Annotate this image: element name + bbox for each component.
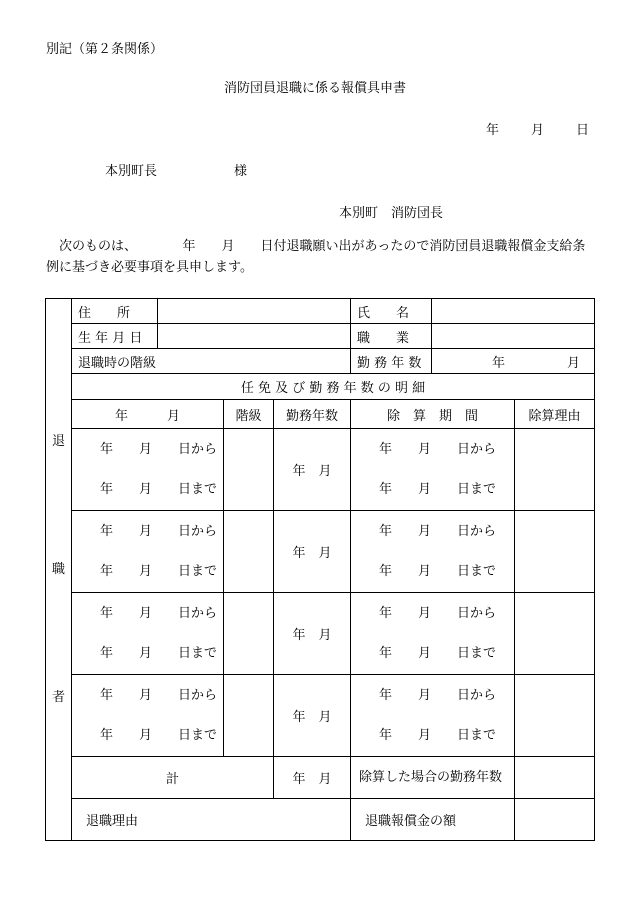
- name-field[interactable]: [432, 299, 595, 324]
- date-month: 月: [531, 123, 545, 138]
- service-period-1[interactable]: [72, 429, 224, 511]
- rank-field-4[interactable]: [224, 675, 274, 757]
- period-to: 年 月 日まで: [100, 563, 218, 579]
- deduct-from: 年 月 日から: [379, 523, 497, 539]
- date-day: 日: [576, 123, 590, 138]
- period-from: 年 月 日から: [100, 687, 218, 703]
- years-service-year-unit: 年: [492, 355, 506, 371]
- deduct-reason-2[interactable]: [515, 511, 595, 593]
- addressee-honorific: 様: [234, 164, 248, 179]
- date-line: [486, 119, 589, 138]
- deduct-from: 年 月 日から: [379, 441, 497, 457]
- period-to: 年 月 日まで: [100, 645, 218, 661]
- deduct-period-1[interactable]: [351, 429, 515, 511]
- name-label: 氏 名: [351, 299, 432, 324]
- col-header-deduct-period: 除 算 期 間: [351, 400, 515, 429]
- service-period-3[interactable]: [72, 593, 224, 675]
- service-period-2[interactable]: [72, 511, 224, 593]
- birth-label: 生 年 月 日: [72, 324, 158, 349]
- body-text: 次のものは、 年 月 日付退職願い出があったので消防団員退職報償金支給条例に基づき必要事項を具申します。: [46, 239, 586, 275]
- period-from: 年 月 日から: [100, 523, 218, 539]
- col-header-deduct-reason: 除算理由: [515, 400, 595, 429]
- sender: 本別町 消防団長: [339, 206, 444, 221]
- rank-field-2[interactable]: [224, 511, 274, 593]
- addressee: 本別町長: [105, 164, 158, 179]
- total-value[interactable]: 年 月: [274, 757, 351, 799]
- service-period-4[interactable]: [72, 675, 224, 757]
- deduct-period-4[interactable]: [351, 675, 515, 757]
- rank-field-3[interactable]: [224, 593, 274, 675]
- col-header-service-years: 勤務年数: [274, 400, 351, 429]
- deduct-period-3[interactable]: [351, 593, 515, 675]
- side-char-3: 者: [51, 689, 65, 705]
- service-years-2[interactable]: 年 月: [274, 511, 351, 593]
- deduct-reason-4[interactable]: [515, 675, 595, 757]
- address-label: 住 所: [72, 299, 158, 324]
- deduct-period-2[interactable]: [351, 511, 515, 593]
- reward-amount-label: 退職報償金の額: [351, 799, 515, 841]
- period-to: 年 月 日まで: [100, 481, 218, 497]
- date-year: 年: [486, 123, 500, 138]
- total-label: 計: [72, 757, 274, 799]
- years-service-field[interactable]: [432, 349, 595, 374]
- deduct-to: 年 月 日まで: [379, 563, 497, 579]
- period-from: 年 月 日から: [100, 441, 218, 457]
- detail-header: 任 免 及 び 勤 務 年 数 の 明 細: [72, 374, 595, 400]
- deducted-years-label: 除算した場合の勤務年数: [351, 757, 515, 799]
- service-years-4[interactable]: 年 月: [274, 675, 351, 757]
- deducted-years-field[interactable]: [515, 757, 595, 799]
- retire-reason-label: 退職理由: [72, 799, 351, 841]
- deduct-to: 年 月 日まで: [379, 481, 497, 497]
- rank-at-retire-label: 退職時の階級: [72, 349, 351, 374]
- birth-field[interactable]: [158, 324, 351, 349]
- deduct-from: 年 月 日から: [379, 605, 497, 621]
- deduct-reason-3[interactable]: [515, 593, 595, 675]
- side-label-retiree: [46, 299, 72, 841]
- period-to: 年 月 日まで: [100, 727, 218, 743]
- service-years-3[interactable]: 年 月: [274, 593, 351, 675]
- address-field[interactable]: [158, 299, 351, 324]
- years-service-label: 勤 務 年 数: [351, 349, 432, 374]
- years-service-month-unit: 月: [567, 355, 581, 371]
- col-header-rank: 階級: [224, 400, 274, 429]
- header-reference: 別記（第２条関係）: [46, 42, 164, 57]
- document-title: 消防団員退職に係る報償具申書: [223, 81, 406, 96]
- side-char-1: 退: [51, 433, 65, 449]
- deduct-from: 年 月 日から: [379, 687, 497, 703]
- period-from: 年 月 日から: [100, 605, 218, 621]
- rank-field-1[interactable]: [224, 429, 274, 511]
- reward-amount-field[interactable]: [515, 799, 595, 841]
- occupation-field[interactable]: [432, 324, 595, 349]
- deduct-to: 年 月 日まで: [379, 727, 497, 743]
- deduct-to: 年 月 日まで: [379, 645, 497, 661]
- occupation-label: 職 業: [351, 324, 432, 349]
- col-header-year-month: 年 月: [72, 400, 224, 429]
- side-char-2: 職: [51, 561, 65, 577]
- service-years-1[interactable]: 年 月: [274, 429, 351, 511]
- deduct-reason-1[interactable]: [515, 429, 595, 511]
- retirement-form-table: [45, 298, 595, 841]
